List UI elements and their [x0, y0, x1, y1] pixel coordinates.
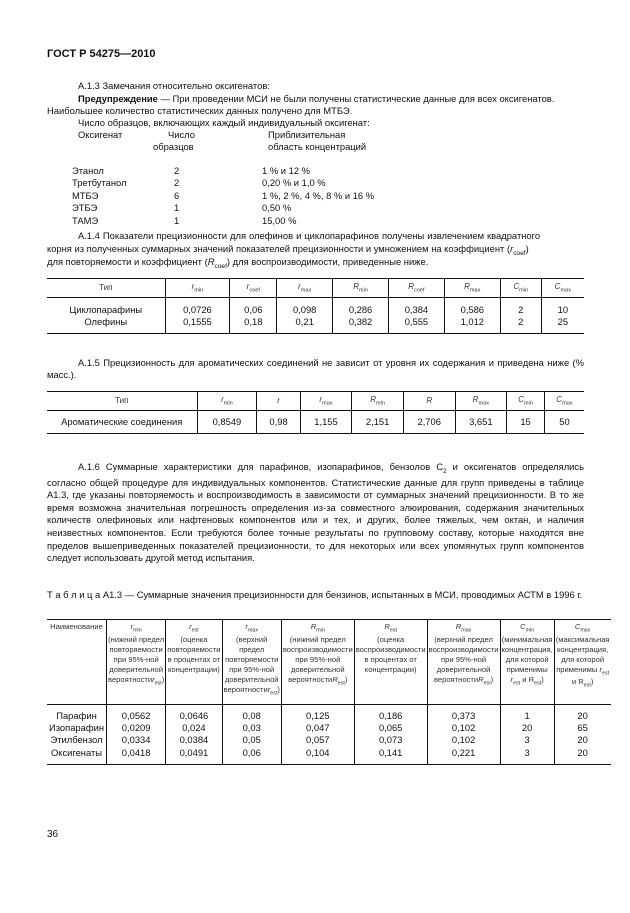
table-cell: 0,586: [444, 298, 500, 317]
a14-symbol: R: [207, 256, 215, 267]
table-cell: 0,06: [230, 298, 277, 317]
table-header-cell: $r_{est}$ (оценка повторяемости в процентах от концентрации): [166, 620, 222, 705]
table-header-row: [47, 620, 611, 705]
table-cell: Циклопарафины: [69, 304, 143, 315]
table-cell: 20: [554, 704, 610, 722]
table-cell: Этилбензол: [50, 734, 103, 746]
oxygenate-name: Этанол: [72, 165, 104, 176]
table-header-cell: Тип: [47, 279, 165, 298]
a16-text: А.1.6 Суммарные характеристики для парафинов, изопарафинов, бензолов С: [78, 461, 443, 472]
document-header: ГОСТ Р 54275—2010: [47, 48, 156, 60]
section-a14-line1: А.1.4 Показатели прецизионности для олефинов и циклопарафинов получены извлечением квадратного: [78, 230, 541, 241]
table-cell: 0,0646: [166, 704, 222, 722]
list-item: [72, 202, 392, 214]
table-cell: 10: [541, 298, 584, 317]
section-a15-paragraph: А.1.5 Прецизионность для ароматических соединений не зависит от уровня их содержания и приведена ниже (% масс.).: [47, 357, 584, 381]
oxygenate-col-header-name: Оксигенат: [78, 129, 123, 140]
table-cell: 2: [500, 298, 541, 317]
precision-summary-table: [47, 619, 611, 765]
precision-table-aromatics: [47, 391, 584, 434]
table-row: [47, 734, 611, 746]
a16-text: и оксигенатов определялись согласно общей процедуре для индивидуальных компонентов. Статистические данные для групп приведены в таблице А1.3, где указаны повторяемость и воспроизводимость в зависимости от суммарных значений прецизионности. В то же время возможна значительная погрешность определения из-за совместного элюирования, содержания значительных количеств олефиновых или нафтеновых компонентов или и тех, и других, более тяжелых, чем октан, и наличия неизвестных компонентов. Если требуются более точные результаты по групповому составу, которые находятся вне пределов вышеприведенных показателей прецизионности, то для некоторых или всех упомянутых групп компонентов следует использовать другой метод испытания.: [47, 461, 584, 564]
table-cell: 0,1555: [165, 316, 230, 333]
table-row: [47, 704, 611, 722]
table-cell: 0,0562: [107, 704, 166, 722]
table-cell: 0,03: [222, 722, 281, 734]
table-cell: 0,104: [281, 747, 354, 765]
table-cell: 0,373: [427, 704, 500, 722]
table-header-cell: $r_{max}$: [277, 279, 333, 298]
a14-symbol: r: [510, 243, 514, 254]
oxygenate-range: 1 % и 12 %: [262, 165, 310, 176]
table-cell: 0,0384: [166, 734, 222, 746]
oxygenate-count: 1: [174, 202, 180, 214]
table-cell: 0,065: [354, 722, 427, 734]
list-item: [72, 190, 392, 202]
table-header-cell: $r_{min}$: [197, 392, 257, 411]
table-cell: 50: [544, 411, 584, 434]
table-cell: 1,155: [300, 411, 352, 434]
table-cell: 0,024: [166, 722, 222, 734]
a14-text: для повторяемости и коэффициент (: [47, 256, 208, 267]
table-cell: 0,221: [427, 747, 500, 765]
table-header-cell: $R_{max}$: [444, 279, 500, 298]
table-header-cell: $r_{max}$ (верхний предел повторяемости при 95%-ной доверительной вероятностиr$_{est}$): [222, 620, 281, 705]
table-header-row: [47, 279, 584, 298]
oxygenate-name: МТБЭ: [72, 189, 99, 201]
table-header-cell: $R_{min}$: [352, 392, 404, 411]
oxygenate-range: 1 %, 2 %, 4 %, 8 % и 16 %: [262, 189, 375, 201]
table-cell: 0,21: [277, 316, 333, 333]
table-cell: 0,0209: [107, 722, 166, 734]
table-header-cell: $R_{min}$: [333, 279, 389, 298]
section-a14-line3: [47, 256, 584, 272]
table-cell: 1: [500, 704, 554, 722]
oxygenate-count: 2: [174, 177, 180, 189]
table-cell: 0,0491: [166, 747, 222, 765]
table-row: [47, 411, 584, 434]
table-cell: 0,098: [277, 298, 333, 317]
table-cell: 0,057: [281, 734, 354, 746]
table-header-cell: $r_{max}$: [300, 392, 352, 411]
table-cell: 0,98: [257, 411, 300, 434]
oxygenate-col-header-range-2: область концентраций: [268, 141, 367, 152]
table-cell: 0,382: [333, 316, 389, 333]
a14-text: ): [525, 243, 529, 254]
table-cell: 0,102: [427, 722, 500, 734]
table-cell: 20: [554, 747, 610, 765]
table-header-cell: $r_{min}$: [165, 279, 230, 298]
table-cell: Ароматические соединения: [61, 415, 183, 427]
table-cell: 0,0334: [107, 734, 166, 746]
table-cell: 20: [500, 722, 554, 734]
table-header-cell: Тип: [47, 392, 197, 411]
oxygenate-col-header-count-2: образцов: [153, 141, 194, 152]
table3-caption-text: А1.3 — Суммарные значения прецизионности для бензинов, испытанных в МСИ, проводимых АСТМ в 1996 г.: [100, 589, 583, 600]
table-cell: 0,141: [354, 747, 427, 765]
table-cell: Изопарафин: [49, 722, 104, 734]
table-row: [47, 747, 611, 765]
table-header-cell: $C_{min}$: [507, 392, 545, 411]
page-number: 36: [47, 829, 59, 840]
table-header-cell: $C_{max}$ (максимальная концентрация, для которой применимы $r_{est}$ и $R_{est}$): [554, 620, 610, 705]
oxygenate-range: 0,50 %: [262, 202, 292, 214]
table-header-cell: $C_{min}$ (минимальная концентрация, для которой применимы $r_{est}$ и $R_{est}$): [500, 620, 554, 705]
table-cell: 0,384: [388, 298, 444, 317]
table-header-cell: $C_{max}$: [544, 392, 584, 411]
table-cell: 0,186: [354, 704, 427, 722]
a16-sub: 2: [442, 467, 447, 475]
table-cell: 0,073: [354, 734, 427, 746]
section-a16-paragraph: [47, 461, 584, 565]
oxygenate-col-header-count-1: Число: [168, 129, 195, 140]
table-cell: 15: [507, 411, 545, 434]
table-cell: 3: [500, 734, 554, 746]
table-cell: 0,0418: [107, 747, 166, 765]
a14-symbol-sub: coef: [214, 262, 227, 270]
oxygenate-range: 15,00 %: [262, 214, 297, 226]
warning-line2: Наибольшее количество статистических данных получено для МТБЭ.: [47, 105, 353, 116]
oxygenate-range: 0,20 % и 1,0 %: [262, 177, 326, 189]
table-cell: 0,05: [222, 734, 281, 746]
table-cell: 0,102: [427, 734, 500, 746]
table-header-cell: $R_{max}$: [455, 392, 507, 411]
table-cell: 2,706: [403, 411, 455, 434]
table-cell: 0,8549: [197, 411, 257, 434]
table-cell: 0,0726: [165, 298, 230, 317]
table-cell: 2: [500, 316, 541, 333]
oxygenate-name: Третбутанол: [72, 177, 127, 189]
table-header-cell: $r_{min}$ (нижний предел повторяемости при 95%-ной доверительной вероятностиr$_{est}$): [107, 620, 166, 705]
table-header-row: [47, 392, 584, 411]
oxygenate-count: 6: [174, 189, 180, 201]
table3-caption: [47, 589, 584, 601]
table-cell: 0,555: [388, 316, 444, 333]
warning-text: — При проведении МСИ не были получены статистические данные для всех оксигенатов.: [157, 93, 555, 104]
precision-table-olefins: [47, 278, 584, 334]
table-header-cell: $R_{min}$ (нижний предел воспроизводимости при 95%-ной доверительной вероятностиR$_{est}$): [281, 620, 354, 705]
table-cell: 2,151: [352, 411, 404, 434]
table-header-cell: $R_{est}$ (оценка воспроизводимости в процентах от концентрации): [354, 620, 427, 705]
table-header-cell: $C_{min}$: [500, 279, 541, 298]
table-cell: Оксигенаты: [50, 746, 103, 758]
table-cell: 3: [500, 747, 554, 765]
table-cell: 0,08: [222, 704, 281, 722]
table-cell: 0,125: [281, 704, 354, 722]
table-header-cell: $R_{max}$ (верхний предел воспроизводимости при 95%-ной доверительной вероятностиR$_{est}$): [427, 620, 500, 705]
oxygenate-name: ТАМЭ: [72, 214, 99, 226]
table-cell: 0,047: [281, 722, 354, 734]
table-header-cell: R: [403, 392, 455, 411]
table-cell: 0,18: [230, 316, 277, 333]
oxygenate-count: 1: [174, 214, 180, 226]
a14-text: ) для воспроизводимости, приведенные ниже.: [226, 256, 429, 267]
table3-caption-label: Т а б л и ц а: [47, 589, 101, 600]
table-header-cell: $R_{coef}$: [388, 279, 444, 298]
oxygenate-col-header-range-1: Приблизительная: [268, 129, 346, 140]
table-cell: 0,286: [333, 298, 389, 317]
table-cell: 20: [554, 734, 610, 746]
oxygenate-name: ЭТБЭ: [72, 202, 98, 214]
warning-label: Предупреждение: [78, 93, 158, 104]
table-row: [47, 722, 611, 734]
table-cell: 65: [554, 722, 610, 734]
a14-symbol-sub: coef: [513, 249, 526, 257]
table-cell: Олефины: [84, 316, 128, 328]
table-cell: 3,651: [455, 411, 507, 434]
table-header-cell: $r_{coef}$: [230, 279, 277, 298]
a14-text: корня из полученных суммарных значений показателей прецизионности и умножением на коэффициент (: [47, 243, 511, 254]
table-row: [47, 316, 584, 333]
table-header-cell: $C_{max}$: [541, 279, 584, 298]
oxygenate-count: 2: [174, 165, 180, 176]
list-item: [72, 215, 392, 227]
warning-paragraph: [47, 93, 584, 105]
table-cell: 0,06: [222, 747, 281, 765]
table-row: [47, 298, 584, 317]
table-header-cell: Наименование: [47, 620, 107, 705]
table-cell: Парафин: [56, 709, 97, 721]
list-item: [72, 177, 392, 189]
list-item: [72, 165, 392, 177]
oxygenate-list: [72, 165, 392, 227]
table-cell: 1,012: [444, 316, 500, 333]
table-header-cell: r: [257, 392, 300, 411]
table-cell: 25: [541, 316, 584, 333]
samples-intro: Число образцов, включающих каждый индивидуальный оксигенат:: [78, 117, 370, 128]
section-a13-title: А.1.3 Замечания относительно оксигенатов:: [78, 80, 270, 91]
